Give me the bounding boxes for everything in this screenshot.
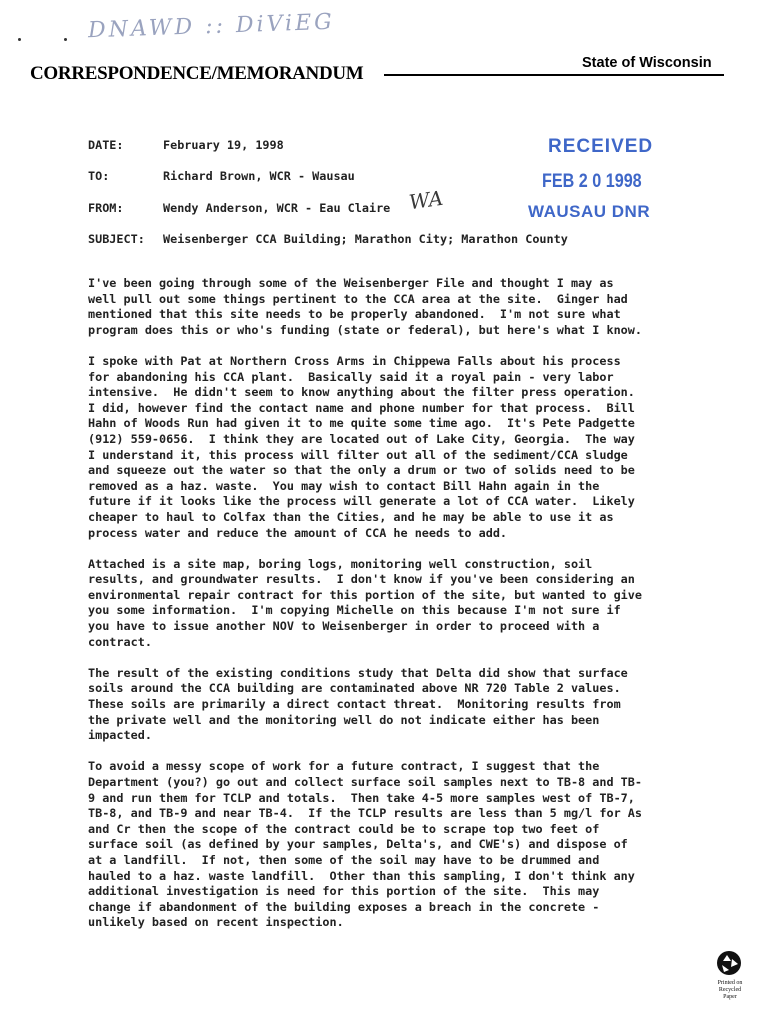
stamp-date: FEB 2 0 1998	[542, 171, 642, 192]
body-paragraph: The result of the existing conditions study that Delta did show that surface soils around the CCA building are contaminated above NR 720 Table 2 values. These soils are primarily a direct contact threat. Monitoring results from the private well and the monitoring well do not indicate either has been impacted.	[88, 665, 628, 743]
to-value: Richard Brown, WCR - Wausau	[163, 169, 355, 183]
date-label: DATE:	[88, 138, 124, 152]
recycled-paper-label: Printed on Recycled Paper	[717, 980, 743, 1000]
scan-mark	[18, 38, 21, 41]
stamp-received-text: RECEIVED	[548, 136, 654, 157]
memo-body	[88, 276, 690, 947]
stamp-office: WAUSAU DNR	[528, 202, 651, 221]
recycle-icon	[716, 950, 742, 976]
subject-label: SUBJECT:	[88, 232, 145, 246]
body-paragraph: To avoid a messy scope of work for a future contract, I suggest that the Department (you?) go out and collect surface soil samples next to TB-8 and TB- 9 and run them for TCLP and totals. Then take 4-5 more samples west of TB-7, TB-8, and TB-9 and near TB-4. If the TCLP results are less than 5 mg/l for As and Cr then the scope of the contract could be to scrape top two feet of surface soil (as defined by your samples, Delta's, and CWE's) and dispose of at a landfill. If not, then some of the soil may have to be drummed and hauled to a haz. waste landfill. Other than this sampling, I don't think any additional investigation is need for this portion of the site. This may change if abandonment of the building exposes a breach in the concrete - unlikely based on recent inspection.	[88, 759, 642, 930]
handwritten-initials: WA	[407, 185, 445, 215]
scan-mark	[64, 38, 67, 41]
from-label: FROM:	[88, 201, 124, 215]
header-rule	[384, 74, 724, 76]
body-paragraph: I've been going through some of the Weisenberger File and thought I may as well pull out some things pertinent to the CCA area at the site. Ginger had mentioned that this site needs to be properly abandoned. I'm not sure what program does this or who's funding (state or federal), but here's what I know.	[88, 276, 642, 337]
subject-value: Weisenberger CCA Building; Marathon City; Marathon County	[163, 232, 568, 246]
body-paragraph: I spoke with Pat at Northern Cross Arms in Chippewa Falls about his process for abandoning his CCA plant. Basically said it a royal pain - very labor intensive. He didn't seem to know anything about the filter press operation. I did, however find the contact name and phone number for that process. Bill Hahn of Woods Run had given it to me quite some time ago. It's Pete Padgette (912) 559-0656. I think they are located out of Lake City, Georgia. The way I understand it, this process will filter out all of the sediment/CCA sludge and squeeze out the water so that the only a drum or two of solids need to be removed as a haz. waste. You may wish to contact Bill Hahn again in the future if it looks like the process will generate a lot of CCA water. Likely cheaper to haul to Colfax than the Cities, and he may be able to use it as process water and reduce the amount of CCA he needs to add.	[88, 353, 635, 540]
body-paragraph: Attached is a site map, boring logs, monitoring well construction, soil results, and groundwater results. I don't know if you've been considering an environmental repair contract for this portion of the site, but wanted to give you some information. I'm copying Michelle on this because I'm not sure if you have to issue another NOV to Weisenberger in order to proceed with a contract.	[88, 556, 642, 649]
to-label: TO:	[88, 169, 110, 183]
handwritten-note: DNAWD :: DiViEG	[87, 9, 336, 44]
date-value: February 19, 1998	[163, 138, 284, 152]
state-label: State of Wisconsin	[582, 55, 712, 71]
from-value: Wendy Anderson, WCR - Eau Claire	[163, 201, 391, 215]
memo-header-title: CORRESPONDENCE/MEMORANDUM	[30, 63, 364, 84]
